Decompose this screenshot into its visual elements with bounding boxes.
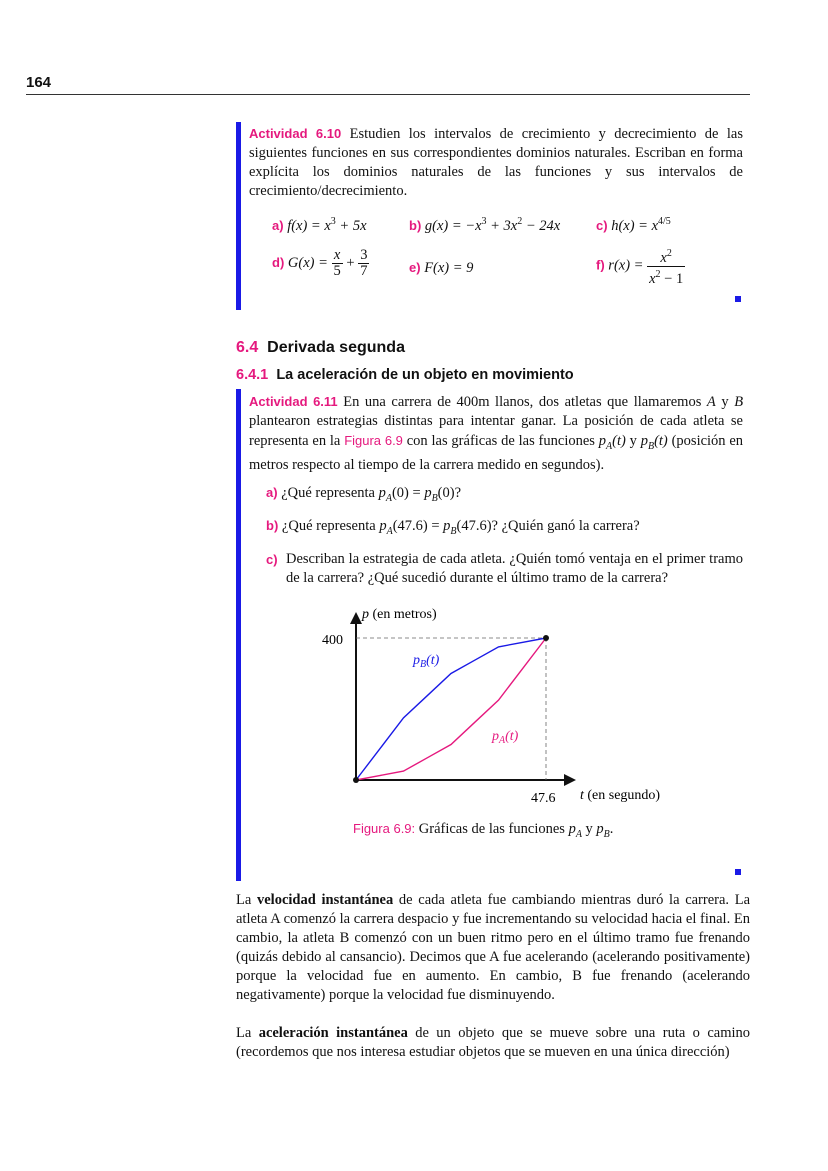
figure-caption: Figura 6.9: Gráficas de las funciones $p_A$ y $p_B$. xyxy=(353,821,614,840)
item-a: a) $f(x) = x^3 + 5x$ xyxy=(272,216,367,234)
paragraph-velocity: La velocidad instantánea de cada atleta fue cambiando mientras duró la carrera. La atleta A comenzó la carrera despacio y fue incrementando su velocidad hacia el final. En cambio, la atleta B comenzó con un buen ritmo pero en el último tramo fue frenando (quizás debido al cansancio). Decimos que A fue acelerando (acelerando positivamente) porque la velocidad fue en aumento. En cambio, B fue frenando (acelerando negativamente) porque la velocidad fue disminuyendo. xyxy=(236,892,751,1003)
series-pB-label: $p_B(t)$ xyxy=(413,653,440,670)
item-c: c) $h(x) = x^{4/5}$ xyxy=(596,216,671,234)
end-marker xyxy=(735,869,741,875)
origin-point xyxy=(353,777,359,783)
question-a: a) ¿Qué representa $p_A(0) = p_B(0)$? xyxy=(266,485,462,504)
item-d: d) G(x) = $\frac{x}{5}$ + $\frac{3}{7}$ xyxy=(272,247,368,279)
series-pA-line xyxy=(356,638,546,780)
question-b: b) ¿Qué representa $p_A(47.6) = p_B(47.6)$? ¿Quién ganó la carrera? xyxy=(266,518,640,537)
figure-link[interactable]: Figura 6.9 xyxy=(344,433,403,448)
end-marker xyxy=(735,296,741,302)
x-axis-label: t (en segundo) xyxy=(580,788,661,803)
y-axis-arrow xyxy=(350,612,362,624)
subsection-heading: 6.4.1 La aceleración de un objeto en movimiento xyxy=(236,367,574,383)
activity-6-11-text: Actividad 6.11 En una carrera de 400m llanos, dos atletas que llamaremos A y B plantearon estrategias distintas para intentar ganar. La posición de cada atleta se representa en la Figura 6.9 con las gráficas de las funciones $p_A(t)$ y $p_B(t)$ (posición en metros respecto al tiempo de la carrera medido en segundos). xyxy=(249,394,744,473)
activity-bar xyxy=(236,389,241,881)
activity-bar xyxy=(236,122,241,310)
question-c: c) Describan la estrategia de cada atleta. ¿Quién tomó ventaja en el primer tramo de la carrera? ¿Qué sucedió durante el último tramo de la carrera? xyxy=(266,551,743,586)
activity-6-10-label: Actividad 6.10 xyxy=(249,126,342,141)
end-point xyxy=(543,635,549,641)
paragraph-acceleration: La aceleración instantánea de un objeto que se mueve sobre una ruta o camino (recordemos que nos interesa estudiar objetos que se mueven en una única dirección) xyxy=(236,1025,751,1060)
x-axis-arrow xyxy=(564,774,576,786)
page-number: 164 xyxy=(26,74,52,91)
x-tick-label: 47.6 xyxy=(531,791,556,806)
series-pA-label: $p_A(t)$ xyxy=(492,729,519,746)
series-pB-line xyxy=(356,638,546,780)
activity-6-10-body: Estudien los intervalos de crecimiento y decrecimiento de las siguientes funciones en sus correspondientes dominios naturales. Escriban en forma explícita los dominios naturales de las funciones y sus intervalos de crecimiento/decrecimiento. xyxy=(249,126,743,199)
y-axis-label: p (en metros) xyxy=(362,607,437,622)
item-e: e) F(x) = 9 xyxy=(409,260,474,276)
activity-6-10-text xyxy=(249,124,743,201)
item-b: b) $g(x) = -x^3 + 3x^2 - 24x$ xyxy=(409,216,561,234)
y-tick-label: 400 xyxy=(322,633,343,648)
item-f: f) r(x) = $\frac{x^2}{x^2 - 1}$ xyxy=(596,248,684,287)
header-rule xyxy=(26,94,750,95)
figure-6-9-chart xyxy=(300,600,680,815)
section-heading: 6.4 Derivada segunda xyxy=(236,339,405,356)
